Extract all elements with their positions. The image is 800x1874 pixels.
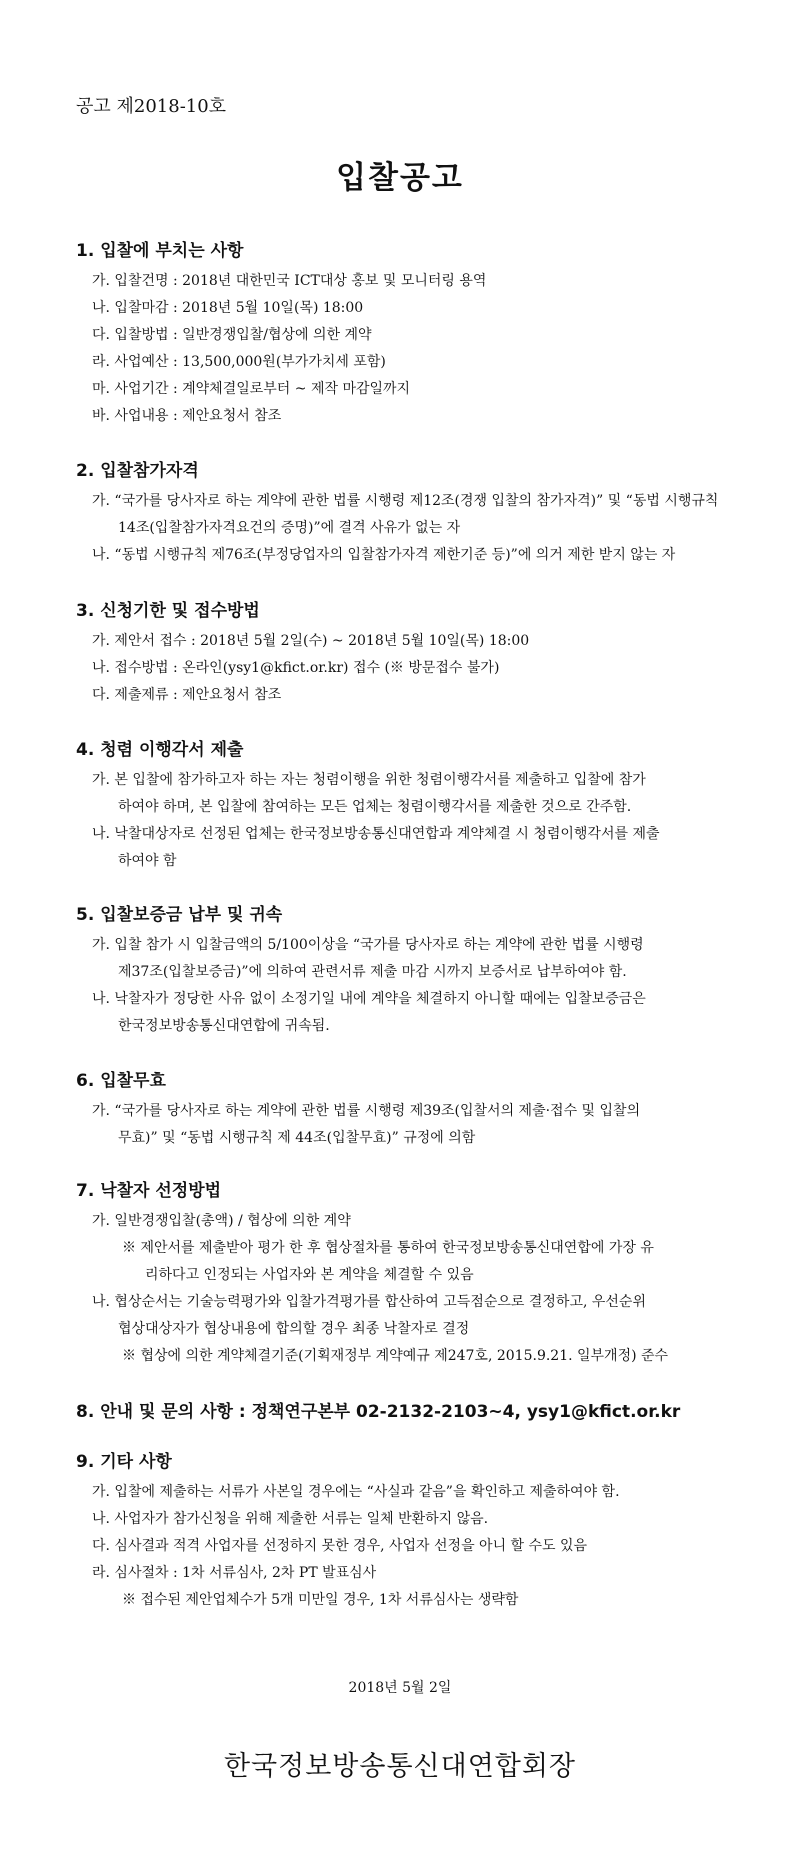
section-9-item: 가. 입찰에 제출하는 서류가 사본일 경우에는 “사실과 같음”을 확인하고 제출하여야 함. <box>92 1484 620 1500</box>
section-5-item: 가. 입찰 참가 시 입찰금액의 5/100이상을 “국가를 당사자로 하는 계약에 관한 법률 시행령 <box>92 937 644 953</box>
section-4-item: 하여야 함 <box>118 853 177 869</box>
section-1-heading: 1. 입찰에 부치는 사항 <box>76 241 244 261</box>
notice-date: 2018년 5월 2일 <box>348 1680 452 1696</box>
section-5-heading: 5. 입찰보증금 납부 및 귀속 <box>76 905 283 925</box>
section-6-heading: 6. 입찰무효 <box>76 1071 166 1091</box>
signer-title: 한국정보방송통신대연합회장 <box>223 1751 577 1782</box>
section-9-note: ※ 접수된 제안업체수가 5개 미만일 경우, 1차 서류심사는 생략함 <box>122 1592 519 1608</box>
section-7-heading: 7. 낙찰자 선정방법 <box>76 1181 222 1201</box>
section-3-item: 나. 접수방법 : 온라인(ysy1@kfict.or.kr) 접수 (※ 방문접수 불가) <box>92 660 500 676</box>
section-4-item: 나. 낙찰대상자로 선정된 업체는 한국정보방송통신대연합과 계약체결 시 청렴이행각서를 제출 <box>92 826 660 842</box>
section-4-heading: 4. 청렴 이행각서 제출 <box>76 740 244 760</box>
section-8-heading: 8. 안내 및 문의 사항 : 정책연구본부 02-2132-2103~4, ysy1@kfict.or.kr <box>76 1402 681 1422</box>
section-9-item: 라. 심사절차 : 1차 서류심사, 2차 PT 발표심사 <box>92 1565 377 1581</box>
section-7-note: 리하다고 인정되는 사업자와 본 계약을 체결할 수 있음 <box>145 1267 474 1283</box>
section-4-item: 가. 본 입찰에 참가하고자 하는 자는 청렴이행을 위한 청렴이행각서를 제출하고 입찰에 참가 <box>92 772 646 788</box>
section-6-item: 가. “국가를 당사자로 하는 계약에 관한 법률 시행령 제39조(입찰서의 제출·접수 및 입찰의 <box>92 1103 641 1119</box>
section-7-note: ※ 협상에 의한 계약체결기준(기획재정부 계약예규 제247호, 2015.9.21. 일부개정) 준수 <box>122 1348 669 1364</box>
section-3-item: 가. 제안서 접수 : 2018년 5월 2일(수) ~ 2018년 5월 10일(목) 18:00 <box>92 633 530 649</box>
section-7-item: 가. 일반경쟁입찰(총액) / 협상에 의한 계약 <box>92 1213 351 1229</box>
section-4-item: 하여야 하며, 본 입찰에 참여하는 모든 업체는 청렴이행각서를 제출한 것으로 간주함. <box>118 799 632 815</box>
section-9-item: 다. 심사결과 적격 사업자를 선정하지 못한 경우, 사업자 선정을 아니 할 수도 있음 <box>92 1538 588 1554</box>
notice-number: 공고 제2018-10호 <box>76 96 227 117</box>
section-1-item: 나. 입찰마감 : 2018년 5월 10일(목) 18:00 <box>92 300 364 316</box>
section-5-item: 제37조(입찰보증금)”에 의하여 관련서류 제출 마감 시까지 보증서로 납부하여야 함. <box>118 964 627 980</box>
section-1-item: 마. 사업기간 : 계약체결일로부터 ~ 제작 마감일까지 <box>92 381 411 397</box>
section-3-heading: 3. 신청기한 및 접수방법 <box>76 601 260 621</box>
section-9-item: 나. 사업자가 참가신청을 위해 제출한 서류는 일체 반환하지 않음. <box>92 1511 489 1527</box>
section-2-item: 가. “국가를 당사자로 하는 계약에 관한 법률 시행령 제12조(경쟁 입찰의 참가자격)” 및 “동법 시행규칙 <box>92 493 719 509</box>
section-7-item: 협상대상자가 협상내용에 합의할 경우 최종 낙찰자로 결정 <box>118 1321 470 1337</box>
section-7-item: 나. 협상순서는 기술능력평가와 입찰가격평가를 합산하여 고득점순으로 결정하고, 우선순위 <box>92 1294 646 1310</box>
section-1-item: 가. 입찰건명 : 2018년 대한민국 ICT대상 홍보 및 모니터링 용역 <box>92 273 487 289</box>
section-7-note: ※ 제안서를 제출받아 평가 한 후 협상절차를 통하여 한국정보방송통신대연합에 가장 유 <box>122 1240 654 1256</box>
section-9-heading: 9. 기타 사항 <box>76 1452 172 1472</box>
section-6-item: 무효)” 및 “동법 시행규칙 제 44조(입찰무효)” 규정에 의함 <box>118 1130 476 1146</box>
section-1-item: 라. 사업예산 : 13,500,000원(부가가치세 포함) <box>92 354 386 370</box>
page-title: 입찰공고 <box>336 160 464 196</box>
section-2-item: 14조(입찰참가자격요건의 증명)”에 결격 사유가 없는 자 <box>118 520 461 536</box>
section-3-item: 다. 제출제류 : 제안요청서 참조 <box>92 687 282 703</box>
section-5-item: 나. 낙찰자가 정당한 사유 없이 소정기일 내에 계약을 체결하지 아니할 때에는 입찰보증금은 <box>92 991 646 1007</box>
section-2-item: 나. “동법 시행규칙 제76조(부정당업자의 입찰참가자격 제한기준 등)”에 의거 제한 받지 않는 자 <box>92 547 676 563</box>
section-2-heading: 2. 입찰참가자격 <box>76 461 199 481</box>
section-1-item: 바. 사업내용 : 제안요청서 참조 <box>92 408 282 424</box>
section-1-item: 다. 입찰방법 : 일반경쟁입찰/협상에 의한 계약 <box>92 327 372 343</box>
section-5-item: 한국정보방송통신대연합에 귀속됨. <box>118 1018 330 1034</box>
